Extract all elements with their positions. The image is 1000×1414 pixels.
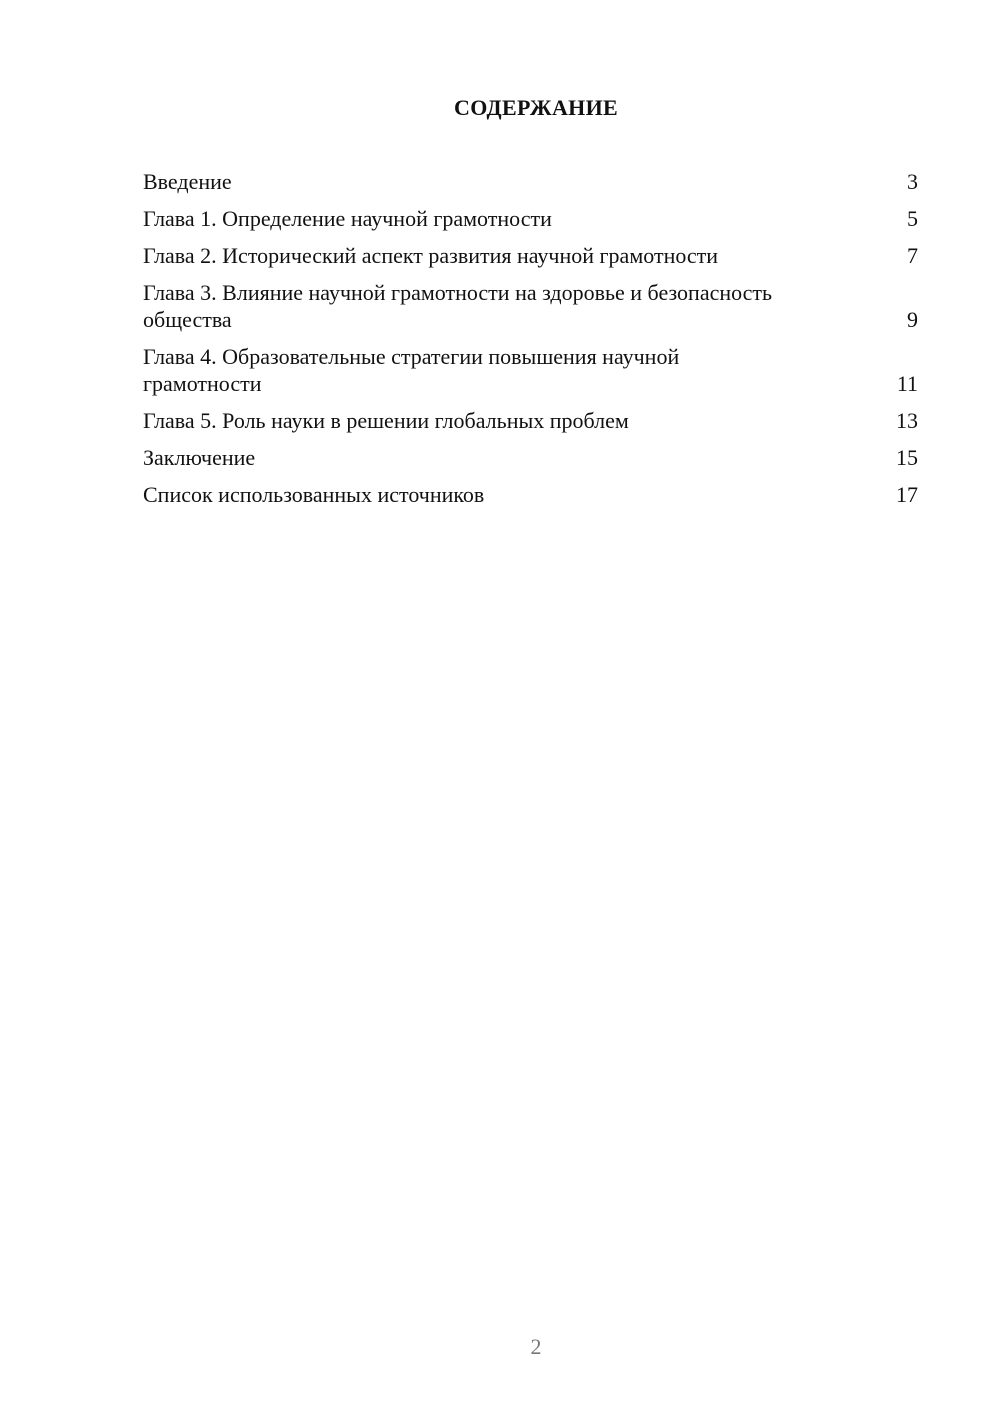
- page-number: 2: [530, 1334, 542, 1359]
- toc-entry-label: Глава 1. Определение научной грамотности: [143, 206, 552, 231]
- toc-entry-label: Глава 3. Влияние научной грамотности на здоровье и безопасность общества: [143, 280, 773, 332]
- toc-entry-page: 9: [907, 307, 918, 332]
- toc-entry-page: 15: [896, 445, 918, 470]
- toc-entry-chapter-5: [143, 407, 918, 434]
- toc-entry-chapter-3: [143, 279, 918, 333]
- toc-entry-label: Заключение: [143, 445, 256, 470]
- toc-entry-label: Список использованных источников: [143, 482, 485, 507]
- toc-heading: СОДЕРЖАНИЕ: [454, 95, 618, 120]
- toc-entry-page: 7: [907, 243, 918, 268]
- toc-entry-label: Введение: [143, 169, 232, 194]
- toc-entry-page: 5: [907, 206, 918, 231]
- toc-entry-label: Глава 5. Роль науки в решении глобальных проблем: [143, 408, 629, 433]
- toc-entry-page: 17: [896, 482, 918, 507]
- toc-entry-chapter-1: [143, 205, 918, 232]
- toc-entry-introduction: [143, 168, 918, 195]
- toc-entry-page: 3: [907, 169, 918, 194]
- toc-entry-label: Глава 4. Образовательные стратегии повышения научной грамотности: [143, 344, 680, 396]
- toc-entry-chapter-4: [143, 343, 918, 397]
- toc-entry-page: 11: [896, 371, 918, 396]
- toc-entry-chapter-2: [143, 242, 918, 269]
- toc-entry-label: Глава 2. Исторический аспект развития научной грамотности: [143, 243, 719, 268]
- toc-entry-references: [143, 481, 918, 508]
- toc-entry-page: 13: [896, 408, 918, 433]
- toc-entry-conclusion: [143, 444, 918, 471]
- table-of-contents: [143, 168, 918, 518]
